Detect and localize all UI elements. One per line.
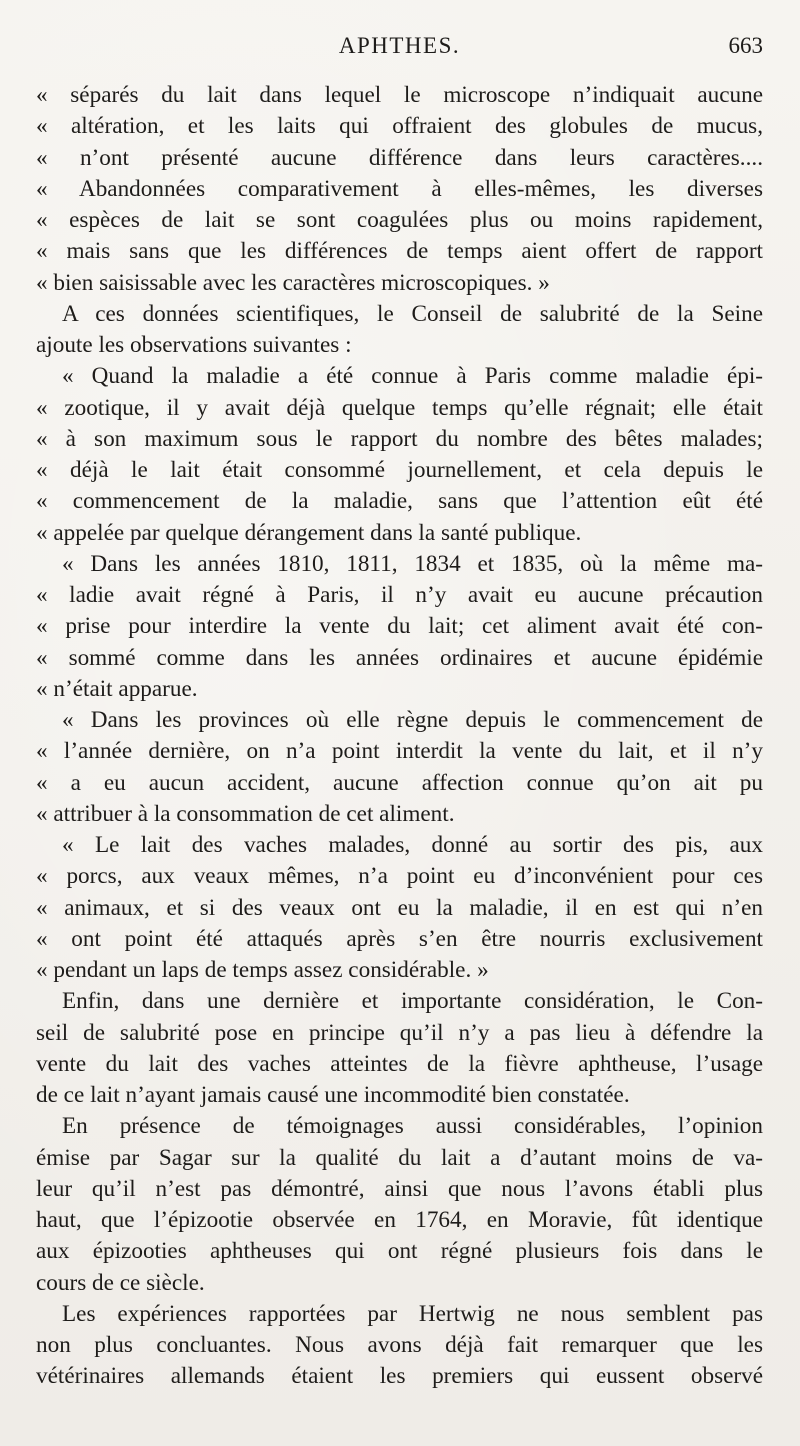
text-line: « attribuer à la consommation de cet aliment. xyxy=(36,800,455,827)
text-line: « à son maximum sous le rapport du nombre des bêtes malades; xyxy=(36,425,763,452)
text-line: de ce lait n’ayant jamais causé une incommodité bien constatée. xyxy=(36,1082,630,1108)
text-line: « prise pour interdire la vente du lait; cet aliment avait été con- xyxy=(36,613,763,640)
text-line: « commencement de la maladie, sans que l’attention eût été xyxy=(36,488,763,515)
text-line: « Dans les années 1810, 1811, 1834 et 1835, où la même ma- xyxy=(62,550,763,577)
text-line: Les expériences rapportées par Hertwig ne nous semblent pas xyxy=(62,1300,763,1327)
running-head xyxy=(36,28,763,68)
text-line: leur qu’il n’est pas démontré, ainsi que nous l’avons établi plus xyxy=(36,1175,763,1202)
text-line: « zootique, il y avait déjà quelque temps qu’elle régnait; elle était xyxy=(36,394,763,421)
text-line: « mais sans que les différences de temps aient offert de rapport xyxy=(36,238,763,265)
text-line: « bien saisissable avec les caractères microscopiques. » xyxy=(36,269,550,296)
text-line: « a eu aucun accident, aucune affection connue qu’on ait pu xyxy=(36,769,763,796)
text-line: haut, que l’épizootie observée en 1764, en Moravie, fût identique xyxy=(36,1207,763,1233)
page-number: 663 xyxy=(728,33,763,58)
text-line: vente du lait des vaches atteintes de la fièvre aphtheuse, l’usage xyxy=(36,1050,763,1077)
text-line: « pendant un laps de temps assez considérable. » xyxy=(36,957,489,983)
text-line: « animaux, et si des veaux ont eu la maladie, il en est qui n’en xyxy=(36,894,763,921)
text-line: ajoute les observations suivantes : xyxy=(36,332,352,358)
text-line: « n’ont présenté aucune différence dans leurs caractères.... xyxy=(36,144,763,171)
text-line: « l’année dernière, on n’a point interdit la vente du lait, et il n’y xyxy=(36,738,763,765)
text-line: non plus concluantes. Nous avons déjà fait remarquer que les xyxy=(36,1332,763,1358)
text-line: « ont point été attaqués après s’en être nourris exclusivement xyxy=(36,925,763,952)
text-line: « Quand la maladie a été connue à Paris comme maladie épi- xyxy=(62,363,763,390)
text-line: émise par Sagar sur la qualité du lait a d’autant moins de va- xyxy=(36,1144,763,1171)
text-line: « déjà le lait était consommé journellement, et cela depuis le xyxy=(36,457,763,483)
text-line: cours de ce siècle. xyxy=(36,1269,205,1296)
body-text xyxy=(36,80,763,1393)
text-line: « espèces de lait se sont coagulées plus ou moins rapidement, xyxy=(36,207,763,233)
text-line: « ladie avait régné à Paris, il n’y avait eu aucune précaution xyxy=(36,582,763,608)
text-line: « Dans les provinces où elle règne depuis le commencement de xyxy=(62,707,763,733)
text-line: vétérinaires allemands étaient les premiers qui eussent observé xyxy=(36,1363,763,1390)
text-line: A ces données scientifiques, le Conseil de salubrité de la Seine xyxy=(62,300,763,327)
text-line: « sommé comme dans les années ordinaires et aucune épidémie xyxy=(36,644,763,671)
text-line: « Le lait des vaches malades, donné au sortir des pis, aux xyxy=(62,832,763,858)
text-line: « Abandonnées comparativement à elles-mêmes, les diverses xyxy=(36,175,763,202)
text-line: seil de salubrité pose en principe qu’il n’y a pas lieu à défendre la xyxy=(36,1019,763,1046)
text-line: « séparés du lait dans lequel le microscope n’indiquait aucune xyxy=(36,82,763,108)
text-line: Enfin, dans une dernière et importante considération, le Con- xyxy=(62,988,763,1015)
text-line: « n’était apparue. xyxy=(36,675,198,702)
text-line: « appelée par quelque dérangement dans la santé publique. xyxy=(36,519,582,546)
running-title: APHTHES. xyxy=(338,33,461,58)
text-line: aux épizooties aphtheuses qui ont régné plusieurs fois dans le xyxy=(36,1238,763,1265)
text-line: En présence de témoignages aussi considérables, l’opinion xyxy=(62,1113,763,1140)
text-line: « altération, et les laits qui offraient des globules de mucus, xyxy=(36,113,763,140)
text-line: « porcs, aux veaux mêmes, n’a point eu d’inconvénient pour ces xyxy=(36,863,763,890)
